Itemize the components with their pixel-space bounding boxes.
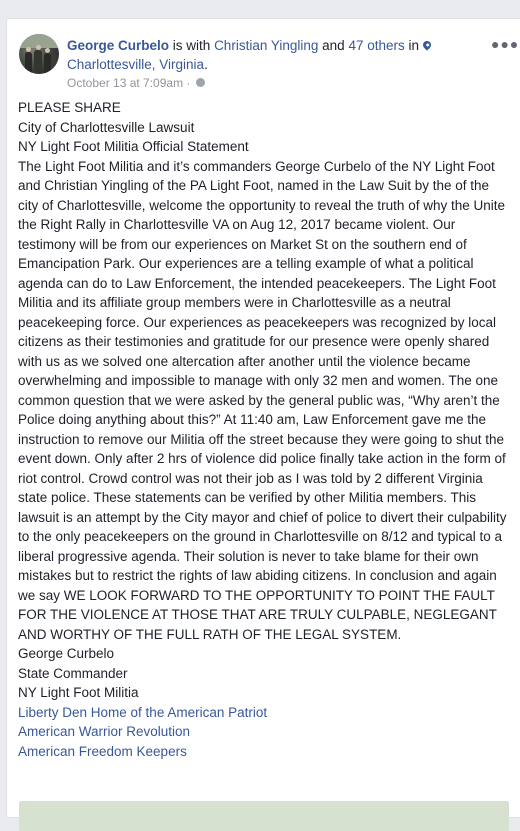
signature-org: NY Light Foot Militia <box>18 685 139 700</box>
location-link[interactable]: Charlottesville, Virginia <box>67 57 205 72</box>
statement-title: NY Light Foot Militia Official Statement <box>18 139 249 154</box>
share-line: PLEASE SHARE <box>18 100 121 115</box>
globe-icon[interactable] <box>196 78 205 87</box>
link-liberty-den[interactable]: Liberty Den Home of the American Patriot <box>18 704 268 720</box>
lawsuit-line: City of Charlottesville Lawsuit <box>18 119 195 135</box>
and-text: and <box>322 38 345 53</box>
author-name[interactable]: George Curbelo <box>67 38 170 53</box>
post-timestamp[interactable]: October 13 at 7:09am <box>67 76 184 90</box>
others-link[interactable]: 47 others <box>348 38 405 53</box>
more-options-icon[interactable]: ●●● <box>491 36 520 52</box>
signature-name: George Curbelo <box>18 646 115 661</box>
avatar[interactable] <box>19 34 59 74</box>
post-card <box>6 18 520 818</box>
tagged-person[interactable]: Christian Yingling <box>214 38 319 53</box>
post-body <box>18 98 512 761</box>
post-meta <box>67 75 205 91</box>
signature-title: State Commander <box>18 665 128 681</box>
attached-image-preview[interactable] <box>19 801 509 831</box>
location-period: . <box>204 57 208 72</box>
with-text: is with <box>172 38 211 53</box>
statement-text: The Light Foot Militia and it’s commanders George Curbelo of the NY Light Foot and Christian Yingling of the PA Light Foot, named in the Law Suit by the of the city of Charlottesville, welcome the opportunity to reveal the truth of why the Unite the Right Rally in Charlottesville VA on Aug 12, 2017 became violent. Our testimony will be from our experiences on Market St on the southern end of Emancipation Park. Our experiences are a telling example of what a political agenda can do to Law Enforcement, the intended peacekeepers. The Light Foot Militia and its affiliate group members were in Charlottesville as a neutral peacekeeping force. Our experiences as peacekeepers was recognized by local citizens as their testimonies and gratitude for our presence were openly shared with us as we solved one altercation after another until the violence became overwhelming and impossible to manage with only 32 men and women. The one common question that we were asked by the general public was, “Why aren’t the Police doing anything about this?” At 11:40 am, Law Enforcement gave me the instruction to remove our Militia off the street because they were going to shut the event down. Only after 2 hrs of violence did police finally take action in the form of riot control. Crowd control was not their job as I was told by 2 different Virginia state police. These statements can be verified by other Militia members. This lawsuit is an attempt by the City mayor and chief of police to divert their culpability to the only peacekeepers on the ground in Charlottesville on 8/12 and typical to a liberal progressive agenda. Their solution is never to take blame for their own mistakes but to restrict the rights of law abiding citizens. In conclusion and again we say WE LOOK FORWARD TO THE OPPORTUNITY TO POINT THE FAULT FOR THE VIOLENCE AT THOSE THAT ARE TRULY CULPABLE, NEGLEGANT AND WORTHY OF THE FULL RATH OF THE LEGAL SYSTEM. <box>18 158 507 642</box>
meta-separator: · <box>186 76 191 90</box>
post-header <box>67 36 467 74</box>
link-american-freedom-keepers[interactable]: American Freedom Keepers <box>18 743 187 759</box>
in-text: in <box>408 38 420 53</box>
location-pin-icon <box>421 39 432 50</box>
link-american-warrior-revolution[interactable]: American Warrior Revolution <box>18 724 191 739</box>
